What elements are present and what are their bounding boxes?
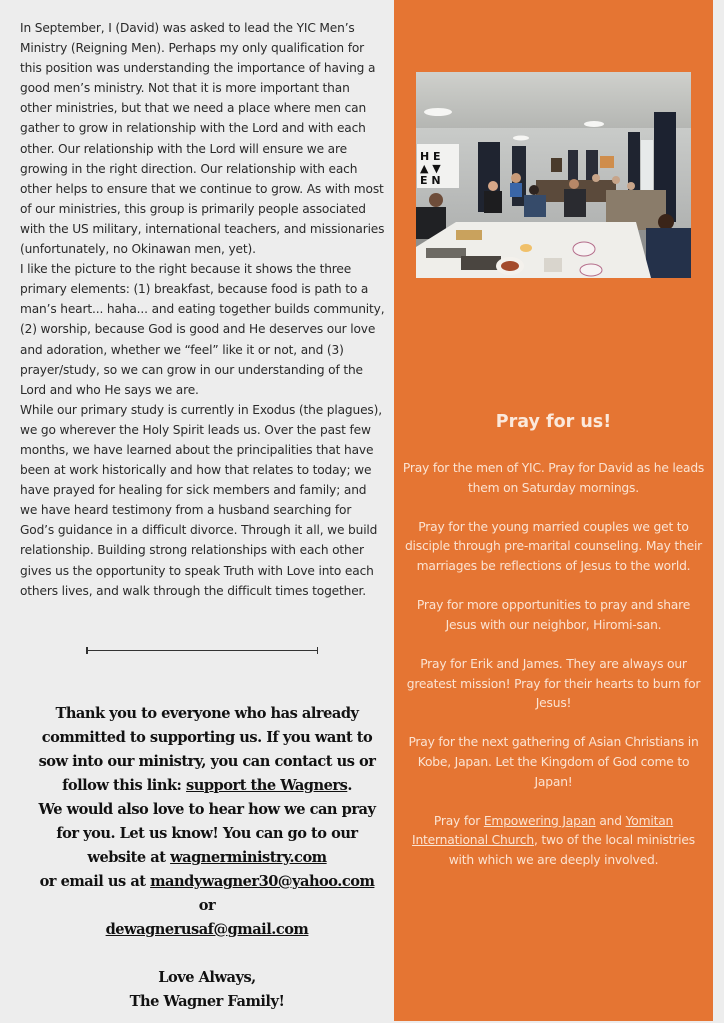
signoff-line: The Wagner Family! xyxy=(129,993,285,1010)
person xyxy=(488,181,498,191)
prayer-item: Pray for the young married couples we get to disciple through pre-marital counseling. May their marriages be reflections of Jesus to the world. xyxy=(404,519,703,573)
thanks-line: sow into our ministry, you can contact us or xyxy=(38,753,376,770)
prayer-text: , two of the local ministries with which we are deeply involved. xyxy=(448,833,695,867)
person xyxy=(627,182,635,190)
person xyxy=(511,173,521,183)
person xyxy=(592,174,600,182)
thanks-line: We would also love to hear how we can pray xyxy=(38,801,376,818)
food-tray xyxy=(456,230,482,240)
thank-you-message xyxy=(14,702,400,942)
thanks-line xyxy=(14,870,400,894)
support-link[interactable]: support the Wagners xyxy=(186,777,348,794)
thanks-text: website at xyxy=(87,849,171,866)
heaven-sign-letters: H E xyxy=(420,150,441,163)
email-link-mandy[interactable]: mandywagner30@yahoo.com xyxy=(150,873,375,890)
section-divider xyxy=(86,650,318,651)
curtain xyxy=(568,150,578,184)
person xyxy=(569,179,579,189)
thanks-text: . xyxy=(347,777,352,794)
prayer-item: Pray for more opportunities to pray and share Jesus with our neighbor, Hiromi-san. xyxy=(416,598,691,632)
thanks-line: Thank you to everyone who has already xyxy=(55,705,359,722)
ministry-photo xyxy=(416,72,691,278)
article-paragraph: I like the picture to the right because it shows the three primary elements: (1) breakfast, because food is path to a man’s heart... haha... and eating together builds community, (2) worship, because God is good and He deserves our love and adoration, whether we “feel” like it or not, and (3) prayer/study, so we can grow in our understanding of the Lord and who He says we are. xyxy=(20,262,385,397)
thanks-line xyxy=(14,774,400,798)
pray-heading: Pray for us! xyxy=(495,412,612,432)
heaven-sign-letters: E N xyxy=(420,174,441,187)
food-tray xyxy=(461,256,501,270)
email-link-david[interactable]: dewagnerusaf@gmail.com xyxy=(105,921,309,938)
thanks-line: committed to supporting us. If you want to xyxy=(41,729,373,746)
thanks-line xyxy=(14,846,400,870)
thanks-text: follow this link: xyxy=(62,777,187,794)
prayer-text: Pray for xyxy=(433,813,484,828)
prayer-item: Pray for Erik and James. They are always our greatest mission! Pray for their hearts to burn for Jesus! xyxy=(406,656,701,711)
thanks-line xyxy=(14,918,400,942)
prayer-item: Pray for the men of YIC. Pray for David as he leads them on Saturday mornings. xyxy=(402,461,705,495)
heaven-sign-letters: ▲ ▼ xyxy=(420,162,441,175)
prayer-text: and xyxy=(595,813,626,828)
person xyxy=(658,214,674,230)
napkin-box xyxy=(544,258,562,272)
food-bowl-contents xyxy=(501,261,519,271)
wall-painting xyxy=(551,158,562,172)
prayer-panel xyxy=(394,0,713,1021)
person xyxy=(524,195,546,217)
person xyxy=(646,228,691,278)
plate xyxy=(580,264,602,276)
thanks-text: or email us at xyxy=(39,873,151,890)
thanks-line: or xyxy=(198,897,216,914)
signoff-line: Love Always, xyxy=(158,969,256,986)
article-column xyxy=(20,18,385,601)
prayer-list xyxy=(402,459,705,890)
ceiling-light xyxy=(584,121,604,127)
yomitan-church-link[interactable]: Yomitan International Church xyxy=(412,813,674,848)
person xyxy=(510,183,522,197)
food-tray xyxy=(426,248,466,258)
article-paragraph: In September, I (David) was asked to lead the YIC Men’s Ministry (Reigning Men). Perhaps my only qualification for this position was understanding the importance of having a good men’s ministry. Not that it is more important than other ministries, but that we need a place where men can gather to grow in relationship with the Lord and with each other. Our relationship with the Lord will ensure we are growing in the right direction. Our relationship with each other helps to ensure that we continue to grow. As with most of our ministries, this group is primarily people associated with the US military, international teachers, and missionaries (unfortunately, no Okinawan men, yet). xyxy=(20,21,385,257)
article-paragraph: While our primary study is currently in Exodus (the plagues), we go wherever the Holy Spirit leads us. Over the past few months, we have learned about the principalities that have been at work historically and how that relates to today; we have prayed for healing for sick members and family; and we have heard testimony from a husband searching for God’s guidance in a difficult divorce. Through it all, we build relationship. Building strong relationships with each other gives us the opportunity to speak Truth with Love into each others lives, and walk through the difficult times together. xyxy=(20,402,382,598)
person xyxy=(612,176,620,184)
window xyxy=(641,140,653,190)
website-link[interactable]: wagnerministry.com xyxy=(170,849,327,866)
person xyxy=(529,185,539,195)
ceiling-light xyxy=(513,136,529,141)
prayer-item: Pray for the next gathering of Asian Christians in Kobe, Japan. Let the Kingdom of God come to Japan! xyxy=(408,735,699,789)
person xyxy=(429,193,443,207)
article-body xyxy=(20,18,385,601)
ceiling-light xyxy=(424,108,452,116)
person xyxy=(484,191,502,213)
thanks-line: for you. Let us know! You can go to our xyxy=(56,825,358,842)
empowering-japan-link[interactable]: Empowering Japan xyxy=(483,813,596,828)
person xyxy=(564,189,586,217)
photo-illustration xyxy=(416,72,691,278)
prayer-item xyxy=(402,812,705,871)
cup xyxy=(520,244,532,252)
signoff xyxy=(14,966,400,1014)
wall-painting xyxy=(600,156,614,168)
plate xyxy=(573,242,595,256)
